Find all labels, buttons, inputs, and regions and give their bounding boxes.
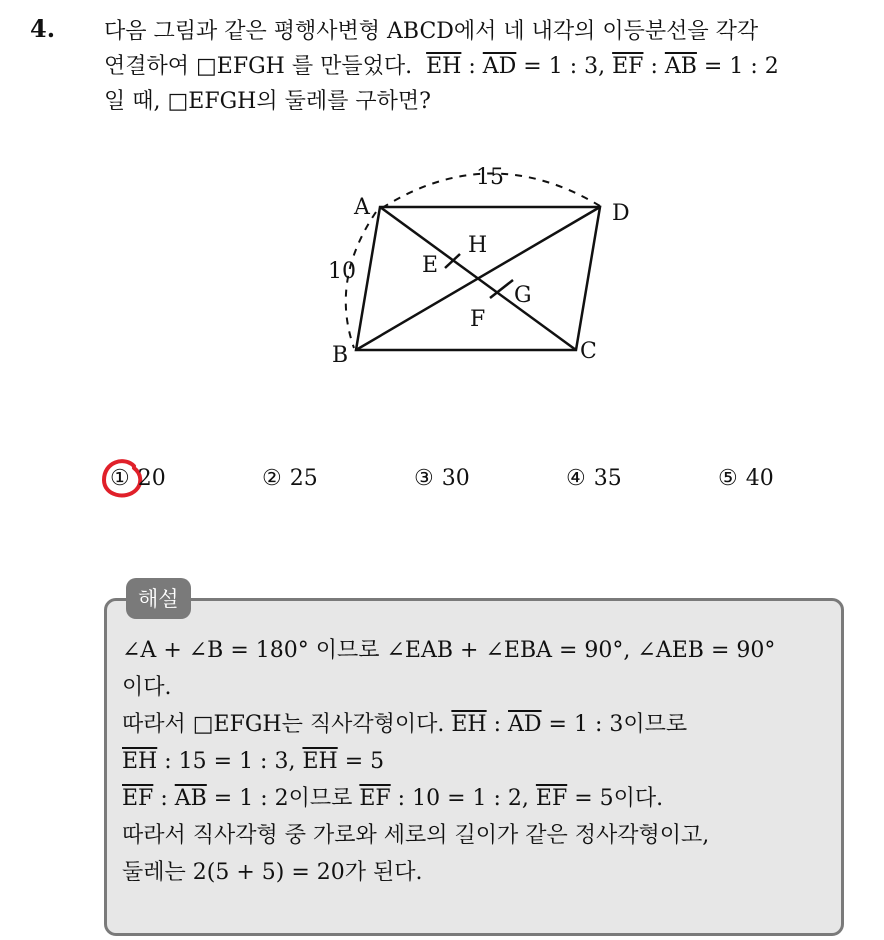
choice-3-symbol: ③: [414, 466, 434, 491]
sol-l4c: $\overline{EH}$: [302, 749, 338, 774]
choice-2[interactable]: [262, 466, 318, 491]
sol-l3a: 따라서 □EFGH는 직사각형이다.: [122, 712, 452, 737]
label-e: E: [422, 253, 439, 278]
sol-l5b: :: [153, 786, 175, 811]
choice-5-symbol: ⑤: [718, 466, 738, 491]
label-b: B: [332, 343, 349, 368]
question-line-3: 일 때, □EFGH의 둘레를 구하면?: [104, 89, 431, 114]
solution-line-3: [122, 706, 834, 743]
choice-3-value: 30: [441, 466, 470, 491]
choice-1[interactable]: [110, 466, 166, 491]
sol-l5e: $\overline{EF}$: [359, 786, 391, 811]
answer-choices: [0, 466, 884, 496]
solution-text: [122, 632, 834, 891]
solution-line-7: 둘레는 2(5 + 5) = 20가 된다.: [122, 860, 423, 885]
solution-tag: 해설: [126, 578, 191, 619]
label-d: D: [612, 201, 630, 226]
label-side-length: 10: [328, 259, 356, 284]
question-text: [104, 14, 864, 119]
solution-line-6: 따라서 직사각형 중 가로와 세로의 길이가 같은 정사각형이고,: [122, 823, 710, 848]
sol-l5g: $\overline{EF}$: [535, 786, 568, 811]
segment-ef: $\overline{EF}$: [612, 54, 644, 79]
label-h: H: [468, 233, 488, 258]
segment-ad: $\overline{AD}$: [482, 54, 517, 79]
sol-l4a: $\overline{EH}$: [122, 749, 158, 774]
solution-line-4: [122, 743, 834, 780]
sol-l3d: $\overline{AD}$: [508, 712, 542, 737]
choice-2-symbol: ②: [262, 466, 282, 491]
segment-eh: $\overline{EH}$: [426, 54, 462, 79]
sol-l5f: : 10 = 1 : 2,: [390, 786, 536, 811]
choice-4-value: 35: [593, 466, 622, 491]
choice-2-value: 25: [289, 466, 318, 491]
choice-3[interactable]: [414, 466, 470, 491]
question-number: 4.: [30, 14, 56, 43]
sol-l4b: : 15 = 1 : 3,: [157, 749, 303, 774]
sol-l3c: :: [486, 712, 509, 737]
label-top-length: 15: [476, 165, 504, 190]
solution-line-1: ∠A + ∠B = 180° 이므로 ∠EAB + ∠EBA = 90°, ∠AEB = 90°: [122, 638, 776, 663]
sol-l5c: $\overline{AB}$: [174, 786, 207, 811]
question-line-2: [104, 49, 864, 84]
sol-l5d: = 1 : 2이므로: [206, 786, 360, 811]
ratio-eq-2: = 1 : 2: [696, 54, 779, 79]
choice-5[interactable]: [718, 466, 774, 491]
segment-ab: $\overline{AB}$: [664, 54, 697, 79]
label-f: F: [470, 307, 486, 332]
sol-l5a: $\overline{EF}$: [122, 786, 154, 811]
sol-l4d: = 5: [337, 749, 385, 774]
choice-5-value: 40: [745, 466, 774, 491]
question-line-2-text: 연결하여 □EFGH 를 만들었다.: [104, 54, 413, 79]
sol-l3e: = 1 : 3이므로: [541, 712, 688, 737]
ratio-colon-2: :: [650, 54, 665, 79]
choice-4-symbol: ④: [566, 466, 586, 491]
solution-line-5: [122, 780, 834, 817]
choice-4[interactable]: [566, 466, 622, 491]
choice-1-value: 20: [137, 466, 166, 491]
label-g: G: [514, 283, 532, 308]
label-a: A: [354, 195, 370, 220]
parallelogram-figure: [300, 150, 660, 380]
question-line-1: 다음 그림과 같은 평행사변형 ABCD에서 네 내각의 이등분선을 각각: [104, 19, 759, 44]
sol-l3b: $\overline{EH}$: [451, 712, 487, 737]
ratio-eq-1: = 1 : 3,: [516, 54, 613, 79]
choice-1-symbol: ①: [110, 466, 130, 491]
label-c: C: [580, 339, 597, 364]
sol-l5h: = 5이다.: [567, 786, 664, 811]
ratio-colon-1: :: [468, 54, 483, 79]
solution-line-2: 이다.: [122, 675, 172, 700]
